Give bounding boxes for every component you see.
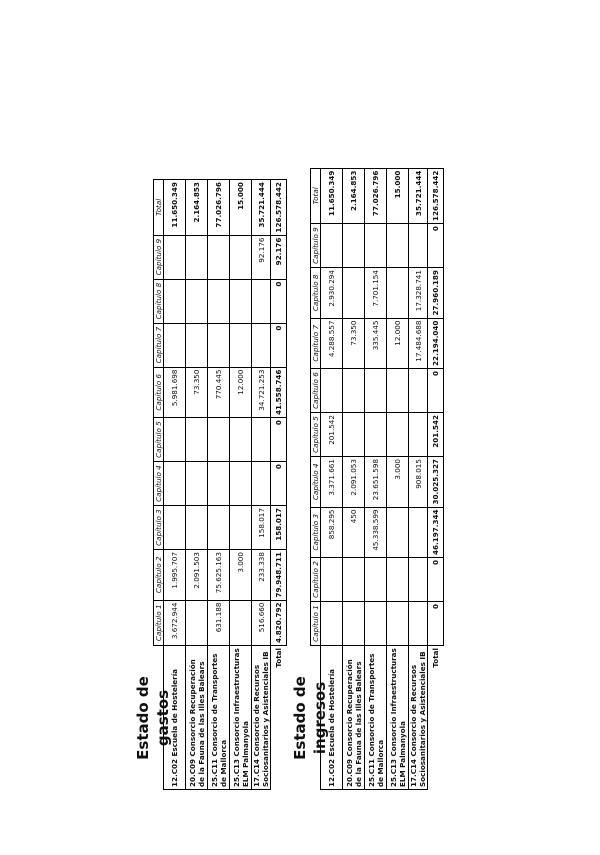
row-total-cell: 77.026.796 bbox=[208, 180, 230, 235]
value-cell: 5.981.698 bbox=[164, 367, 186, 417]
row-label: 25.C11 Consorcio de Transportes de Mallorca bbox=[208, 646, 230, 790]
total-row bbox=[271, 180, 287, 790]
value-cell bbox=[387, 369, 409, 413]
column-header: Total bbox=[154, 180, 164, 235]
total-cell: 79.948.711 bbox=[271, 550, 287, 600]
value-cell bbox=[186, 323, 208, 367]
value-cell bbox=[252, 279, 271, 323]
total-cell: 92.176 bbox=[271, 235, 287, 279]
table-row bbox=[365, 168, 387, 789]
value-cell bbox=[365, 369, 387, 413]
value-cell bbox=[343, 224, 365, 268]
row-label: 17.C14 Consorcio de Recursos Sociosanitarios y Asistenciales IB bbox=[252, 646, 271, 790]
value-cell bbox=[387, 413, 409, 457]
value-cell bbox=[365, 413, 387, 457]
value-cell bbox=[186, 600, 208, 645]
total-cell: 0 bbox=[428, 558, 444, 602]
table-row bbox=[230, 180, 252, 790]
value-cell bbox=[387, 602, 409, 646]
value-cell bbox=[321, 224, 343, 268]
value-cell bbox=[343, 558, 365, 602]
gastos-section bbox=[133, 110, 287, 790]
column-header: Capítulo 9 bbox=[154, 235, 164, 279]
row-total-cell: 35.721.444 bbox=[409, 168, 428, 223]
value-cell bbox=[387, 268, 409, 318]
value-cell bbox=[365, 602, 387, 646]
total-cell: 126.578.442 bbox=[428, 168, 444, 223]
value-cell bbox=[365, 558, 387, 602]
value-cell bbox=[252, 323, 271, 367]
value-cell bbox=[186, 418, 208, 462]
value-cell: 92.176 bbox=[252, 235, 271, 279]
value-cell: 2.091.053 bbox=[343, 457, 365, 507]
table-row bbox=[343, 168, 365, 789]
value-cell: 7.701.154 bbox=[365, 268, 387, 318]
value-cell: 516.660 bbox=[252, 600, 271, 645]
total-label: Total bbox=[431, 648, 441, 668]
value-cell bbox=[343, 413, 365, 457]
value-cell bbox=[164, 279, 186, 323]
value-cell: 73.350 bbox=[186, 367, 208, 417]
column-header: Capítulo 3 bbox=[311, 507, 321, 557]
value-cell bbox=[186, 279, 208, 323]
total-cell: 41.558.746 bbox=[271, 367, 287, 417]
total-cell: 0 bbox=[428, 224, 444, 268]
value-cell: 201.542 bbox=[321, 413, 343, 457]
value-cell: 73.350 bbox=[343, 318, 365, 368]
row-label: 25.C13 Consorcio Infraestructuras ELM Palmanyola bbox=[230, 646, 252, 790]
value-cell: 1.995.707 bbox=[164, 550, 186, 600]
value-cell: 908.015 bbox=[409, 457, 428, 507]
value-cell bbox=[230, 279, 252, 323]
total-cell: 0 bbox=[271, 279, 287, 323]
column-header: Capítulo 7 bbox=[154, 323, 164, 367]
table-row bbox=[387, 168, 409, 789]
column-header: Capítulo 6 bbox=[154, 367, 164, 417]
total-cell: 46.197.344 bbox=[428, 507, 444, 557]
value-cell bbox=[409, 602, 428, 646]
column-header: Capítulo 4 bbox=[311, 457, 321, 507]
row-total-cell: 2.164.853 bbox=[343, 168, 365, 223]
row-label: 25.C13 Consorcio Infraestructuras ELM Palmanyola bbox=[387, 646, 409, 790]
table-row bbox=[186, 180, 208, 790]
row-total-cell: 2.164.853 bbox=[186, 180, 208, 235]
row-label: 12.C02 Escuela de Hostelería bbox=[164, 646, 186, 790]
value-cell bbox=[208, 462, 230, 506]
column-header: Capítulo 5 bbox=[154, 418, 164, 462]
column-header: Capítulo 2 bbox=[154, 550, 164, 600]
column-header: Capítulo 8 bbox=[311, 268, 321, 318]
total-label: Total bbox=[274, 648, 284, 668]
value-cell: 3.000 bbox=[230, 550, 252, 600]
value-cell bbox=[365, 224, 387, 268]
value-cell bbox=[409, 507, 428, 557]
value-cell bbox=[343, 369, 365, 413]
value-cell bbox=[164, 323, 186, 367]
value-cell bbox=[252, 418, 271, 462]
value-cell bbox=[164, 418, 186, 462]
column-header: Capítulo 1 bbox=[311, 602, 321, 646]
value-cell: 3.371.661 bbox=[321, 457, 343, 507]
value-cell: 17.484.688 bbox=[409, 318, 428, 368]
value-cell bbox=[164, 506, 186, 550]
total-cell: 158.017 bbox=[271, 506, 287, 550]
value-cell bbox=[230, 462, 252, 506]
value-cell: 2.091.503 bbox=[186, 550, 208, 600]
value-cell: 34.721.253 bbox=[252, 367, 271, 417]
value-cell: 158.017 bbox=[252, 506, 271, 550]
row-total-cell: 15.000 bbox=[230, 180, 252, 235]
value-cell: 75.625.163 bbox=[208, 550, 230, 600]
total-cell: 0 bbox=[428, 602, 444, 646]
section-title: Estado de gastos bbox=[134, 676, 172, 760]
value-cell: 233.338 bbox=[252, 550, 271, 600]
value-cell bbox=[343, 268, 365, 318]
value-cell bbox=[230, 506, 252, 550]
table-row bbox=[208, 180, 230, 790]
value-cell bbox=[321, 369, 343, 413]
value-cell bbox=[164, 235, 186, 279]
total-cell: 30.025.327 bbox=[428, 457, 444, 507]
value-cell: 3.672.944 bbox=[164, 600, 186, 645]
value-cell bbox=[409, 558, 428, 602]
total-cell: 0 bbox=[271, 323, 287, 367]
total-cell: 126.578.442 bbox=[271, 180, 287, 235]
value-cell bbox=[208, 323, 230, 367]
table-row bbox=[409, 168, 428, 789]
column-header: Capítulo 7 bbox=[311, 318, 321, 368]
table-row bbox=[252, 180, 271, 790]
total-cell: 0 bbox=[271, 418, 287, 462]
value-cell bbox=[208, 235, 230, 279]
column-header: Capítulo 6 bbox=[311, 369, 321, 413]
row-label: 20.C09 Consorcio Recuperación de la Fauna de las Illes Balears bbox=[343, 646, 365, 790]
value-cell bbox=[208, 418, 230, 462]
value-cell: 335.445 bbox=[365, 318, 387, 368]
row-total-cell: 15.000 bbox=[387, 168, 409, 223]
value-cell bbox=[387, 224, 409, 268]
total-cell: 27.960.189 bbox=[428, 268, 444, 318]
value-cell bbox=[409, 413, 428, 457]
value-cell bbox=[321, 558, 343, 602]
value-cell: 631.188 bbox=[208, 600, 230, 645]
value-cell bbox=[186, 462, 208, 506]
column-header: Total bbox=[311, 168, 321, 223]
value-cell bbox=[343, 602, 365, 646]
total-cell: 201.542 bbox=[428, 413, 444, 457]
value-cell: 450 bbox=[343, 507, 365, 557]
row-total-cell: 11.650.349 bbox=[321, 168, 343, 223]
total-cell: 0 bbox=[271, 462, 287, 506]
total-row bbox=[428, 168, 444, 789]
total-cell: 0 bbox=[428, 369, 444, 413]
ingresos-table bbox=[310, 168, 444, 790]
value-cell: 858.295 bbox=[321, 507, 343, 557]
value-cell: 45.338.599 bbox=[365, 507, 387, 557]
value-cell: 770.445 bbox=[208, 367, 230, 417]
value-cell bbox=[230, 323, 252, 367]
row-label: 17.C14 Consorcio de Recursos Sociosanitarios y Asistenciales IB bbox=[409, 646, 428, 790]
column-header: Capítulo 4 bbox=[154, 462, 164, 506]
value-cell bbox=[208, 279, 230, 323]
value-cell bbox=[409, 369, 428, 413]
row-label: 25.C11 Consorcio de Transportes de Mallorca bbox=[365, 646, 387, 790]
value-cell bbox=[230, 600, 252, 645]
value-cell bbox=[230, 235, 252, 279]
value-cell bbox=[208, 506, 230, 550]
value-cell: 12.000 bbox=[387, 318, 409, 368]
value-cell: 3.000 bbox=[387, 457, 409, 507]
section-title: Estado de ingresos bbox=[291, 676, 329, 760]
column-header: Capítulo 9 bbox=[311, 224, 321, 268]
gastos-table bbox=[153, 179, 287, 790]
value-cell: 2.930.294 bbox=[321, 268, 343, 318]
ingresos-section bbox=[290, 110, 444, 790]
value-cell bbox=[387, 558, 409, 602]
value-cell bbox=[186, 506, 208, 550]
value-cell: 23.651.598 bbox=[365, 457, 387, 507]
column-header: Capítulo 5 bbox=[311, 413, 321, 457]
row-total-cell: 11.650.349 bbox=[164, 180, 186, 235]
column-header: Capítulo 3 bbox=[154, 506, 164, 550]
total-cell: 4.820.792 bbox=[271, 600, 287, 645]
value-cell bbox=[409, 224, 428, 268]
row-total-cell: 35.721.444 bbox=[252, 180, 271, 235]
value-cell: 17.328.741 bbox=[409, 268, 428, 318]
value-cell: 12.000 bbox=[230, 367, 252, 417]
value-cell bbox=[186, 235, 208, 279]
total-cell: 22.194.040 bbox=[428, 318, 444, 368]
value-cell bbox=[252, 462, 271, 506]
row-total-cell: 77.026.796 bbox=[365, 168, 387, 223]
value-cell: 4.288.557 bbox=[321, 318, 343, 368]
column-header: Capítulo 2 bbox=[311, 558, 321, 602]
value-cell bbox=[321, 602, 343, 646]
value-cell bbox=[230, 418, 252, 462]
row-label: 20.C09 Consorcio Recuperación de la Fauna de las Illes Balears bbox=[186, 646, 208, 790]
column-header: Capítulo 1 bbox=[154, 600, 164, 645]
row-label: 12.C02 Escuela de Hostelería bbox=[321, 646, 343, 790]
column-header: Capítulo 8 bbox=[154, 279, 164, 323]
value-cell bbox=[387, 507, 409, 557]
value-cell bbox=[164, 462, 186, 506]
